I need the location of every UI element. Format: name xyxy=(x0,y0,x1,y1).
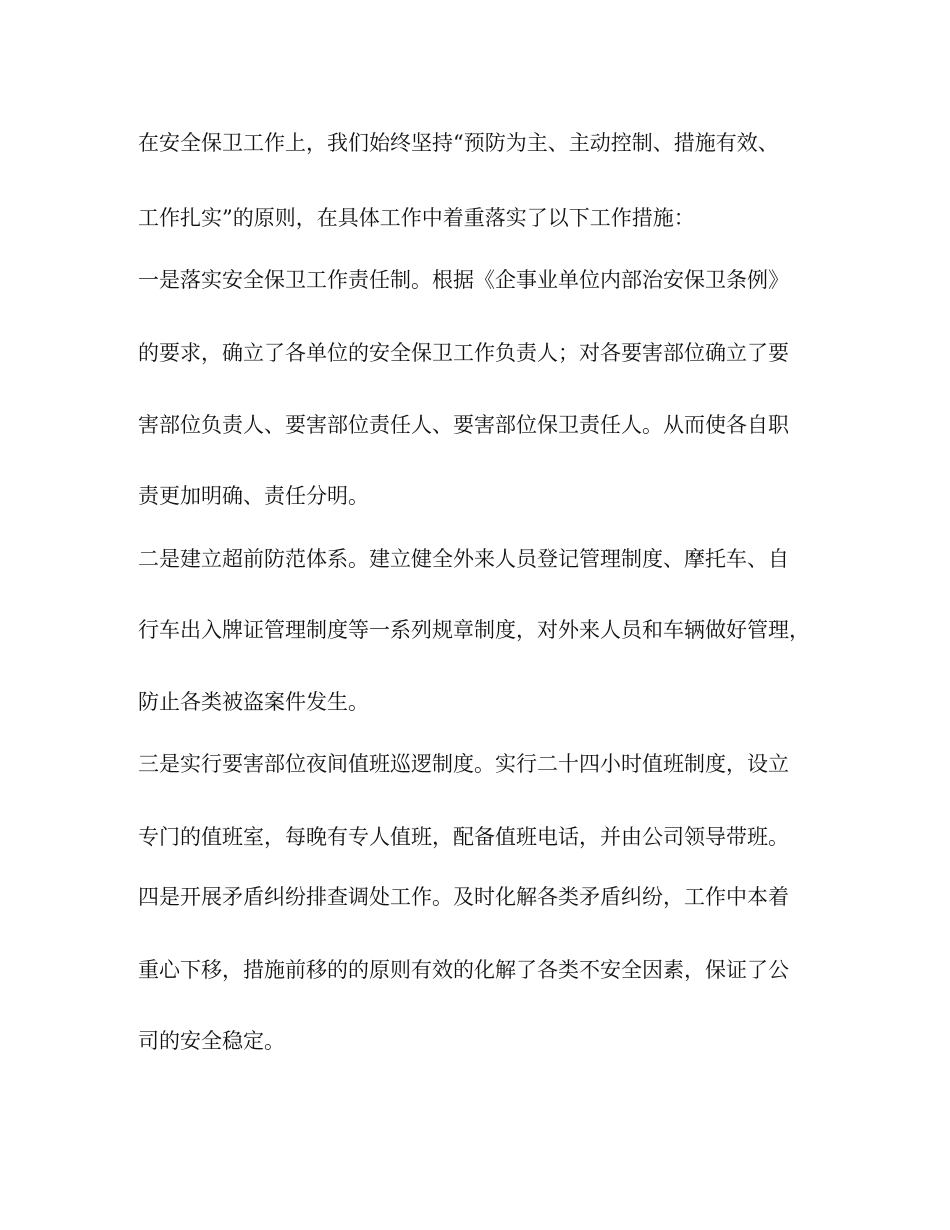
text-line: 三是实行要害部位夜间值班巡逻制度。实行二十四小时值班制度，设立 xyxy=(138,752,789,776)
text-line: 二是建立超前防范体系。建立健全外来人员登记管理制度、摩托车、自 xyxy=(138,547,789,571)
text-line: 的要求，确立了各单位的安全保卫工作负责人；对各要害部位确立了要 xyxy=(138,341,789,365)
text-line: 四是开展矛盾纠纷排查调处工作。及时化解各类矛盾纠纷，工作中本着 xyxy=(138,885,789,909)
text-line: 害部位负责人、要害部位责任人、要害部位保卫责任人。从而使各自职 xyxy=(138,413,789,437)
text-line: 防止各类被盗案件发生。 xyxy=(138,690,369,714)
text-line: 行车出入牌证管理制度等一系列规章制度，对外来人员和车辆做好管理， xyxy=(138,618,810,642)
text-line: 司的安全稳定。 xyxy=(138,1029,285,1053)
text-line: 重心下移，措施前移的的原则有效的化解了各类不安全因素，保证了公 xyxy=(138,958,789,982)
text-line: 工作扎实”的原则，在具体工作中着重落实了以下工作措施： xyxy=(138,206,695,230)
text-line: 一是落实安全保卫工作责任制。根据《企事业单位内部治安保卫条例》 xyxy=(138,268,789,292)
text-line: 专门的值班室，每晚有专人值班，配备值班电话，并由公司领导带班。 xyxy=(138,825,789,849)
text-line: 在安全保卫工作上，我们始终坚持“预防为主、主动控制、措施有效、 xyxy=(138,131,779,155)
text-line: 责更加明确、责任分明。 xyxy=(138,484,369,508)
